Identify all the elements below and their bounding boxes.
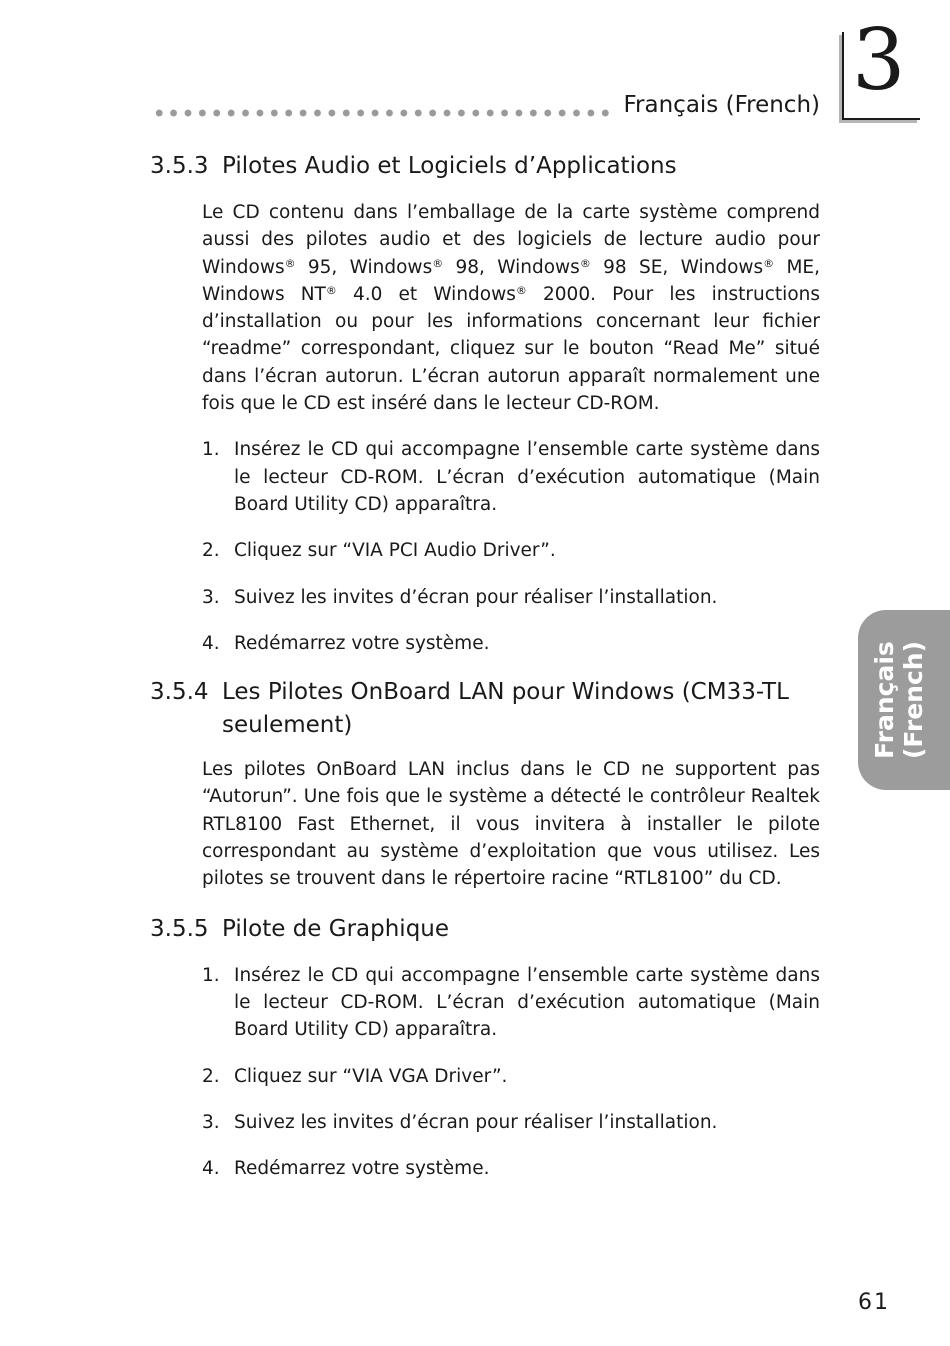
header-dot-rule <box>152 108 614 118</box>
language-side-tab <box>858 610 950 790</box>
registered-mark: ® <box>763 256 775 270</box>
page-content <box>150 150 820 1201</box>
step-text: Cliquez sur “VIA VGA Driver”. <box>234 1065 508 1087</box>
step-text: Redémarrez votre système. <box>234 1158 490 1180</box>
para-text: 98, Windows <box>443 256 580 278</box>
section-354-paragraph: Les pilotes OnBoard LAN inclus dans le CD ne supportent pas “Autorun”. Une fois que le système a détecté le contrôleur Realtek RTL8100 Fast Ethernet, il vous invitera à installer le pilote correspondant au système d’exploitation que vous utilisez. Les pilotes se trouvent dans le répertoire racine “RTL8100” du CD. <box>202 759 820 890</box>
para-text: 95, Windows <box>295 256 433 278</box>
step-number: 2. <box>202 1065 220 1087</box>
step-text: Insérez le CD qui accompagne l’ensemble carte système dans le lecteur CD-ROM. L’écran d’exécution automatique (Main Board Utility CD) apparaîtra. <box>234 964 820 1041</box>
section-355-steps <box>150 962 820 1183</box>
list-item <box>202 584 820 611</box>
list-item <box>202 1109 820 1136</box>
para-text: 2000. Pour les instructions d’installation ou pour les informations concernant leur fichier “readme” correspondant, cliquez sur le bouton “Read Me” situé dans l’écran autorun. L’écran autorun apparaît normalement une fois que le CD est inséré dans le lecteur CD-ROM. <box>202 283 821 415</box>
para-text: 98 SE, Windows <box>590 256 764 278</box>
registered-mark: ® <box>325 283 337 297</box>
list-item <box>202 537 820 564</box>
registered-mark: ® <box>284 256 296 270</box>
step-text: Suivez les invites d’écran pour réaliser l’installation. <box>234 586 718 608</box>
section-number: 3.5.4 <box>150 679 209 706</box>
para-text: 4.0 et Windows <box>336 283 516 305</box>
section-number: 3.5.5 <box>150 915 209 942</box>
list-item <box>202 962 820 1044</box>
step-text: Suivez les invites d’écran pour réaliser l’installation. <box>234 1111 718 1133</box>
step-text: Insérez le CD qui accompagne l’ensemble carte système dans le lecteur CD-ROM. L’écran d’exécution automatique (Main Board Utility CD) apparaîtra. <box>234 439 820 515</box>
side-tab-line2: (French) <box>899 640 928 760</box>
step-text: Redémarrez votre système. <box>234 632 490 654</box>
section-353-paragraph <box>202 199 820 417</box>
para-text: ME, Windows NT <box>202 256 820 305</box>
section-title: Pilote de Graphique <box>222 915 450 942</box>
chapter-marker <box>842 11 920 120</box>
registered-mark: ® <box>515 283 527 297</box>
step-number: 4. <box>202 1158 220 1180</box>
step-number: 1. <box>202 439 220 461</box>
step-number: 1. <box>202 964 220 986</box>
registered-mark: ® <box>579 256 591 270</box>
step-number: 3. <box>202 1111 220 1133</box>
section-number: 3.5.3 <box>150 153 209 179</box>
registered-mark: ® <box>432 256 444 270</box>
side-tab-label <box>870 641 928 759</box>
step-number: 2. <box>202 540 220 562</box>
step-number: 3. <box>202 586 220 608</box>
chapter-number: 3 <box>852 11 906 109</box>
section-353-steps <box>150 436 820 657</box>
section-title: Pilotes Audio et Logiciels d’Applications <box>222 153 677 179</box>
para-text: Le CD contenu dans l’emballage de la carte système comprend aussi des pilotes audio et des logiciels de lecture audio pour Windows <box>202 202 820 278</box>
section-heading-353 <box>150 150 820 183</box>
list-item <box>202 630 820 657</box>
list-item <box>202 1063 820 1090</box>
section-title: Les Pilotes OnBoard LAN pour Windows (CM33-TL seulement) <box>222 679 789 739</box>
header-title: Français (French) <box>623 92 820 118</box>
section-heading-354 <box>150 676 820 742</box>
step-text: Cliquez sur “VIA PCI Audio Driver”. <box>234 540 556 562</box>
section-heading-355 <box>150 913 820 946</box>
step-number: 4. <box>202 632 220 654</box>
side-tab-line1: Français <box>870 641 899 759</box>
list-item <box>202 1155 820 1182</box>
page-number: 61 <box>858 1290 890 1315</box>
list-item <box>202 436 820 518</box>
